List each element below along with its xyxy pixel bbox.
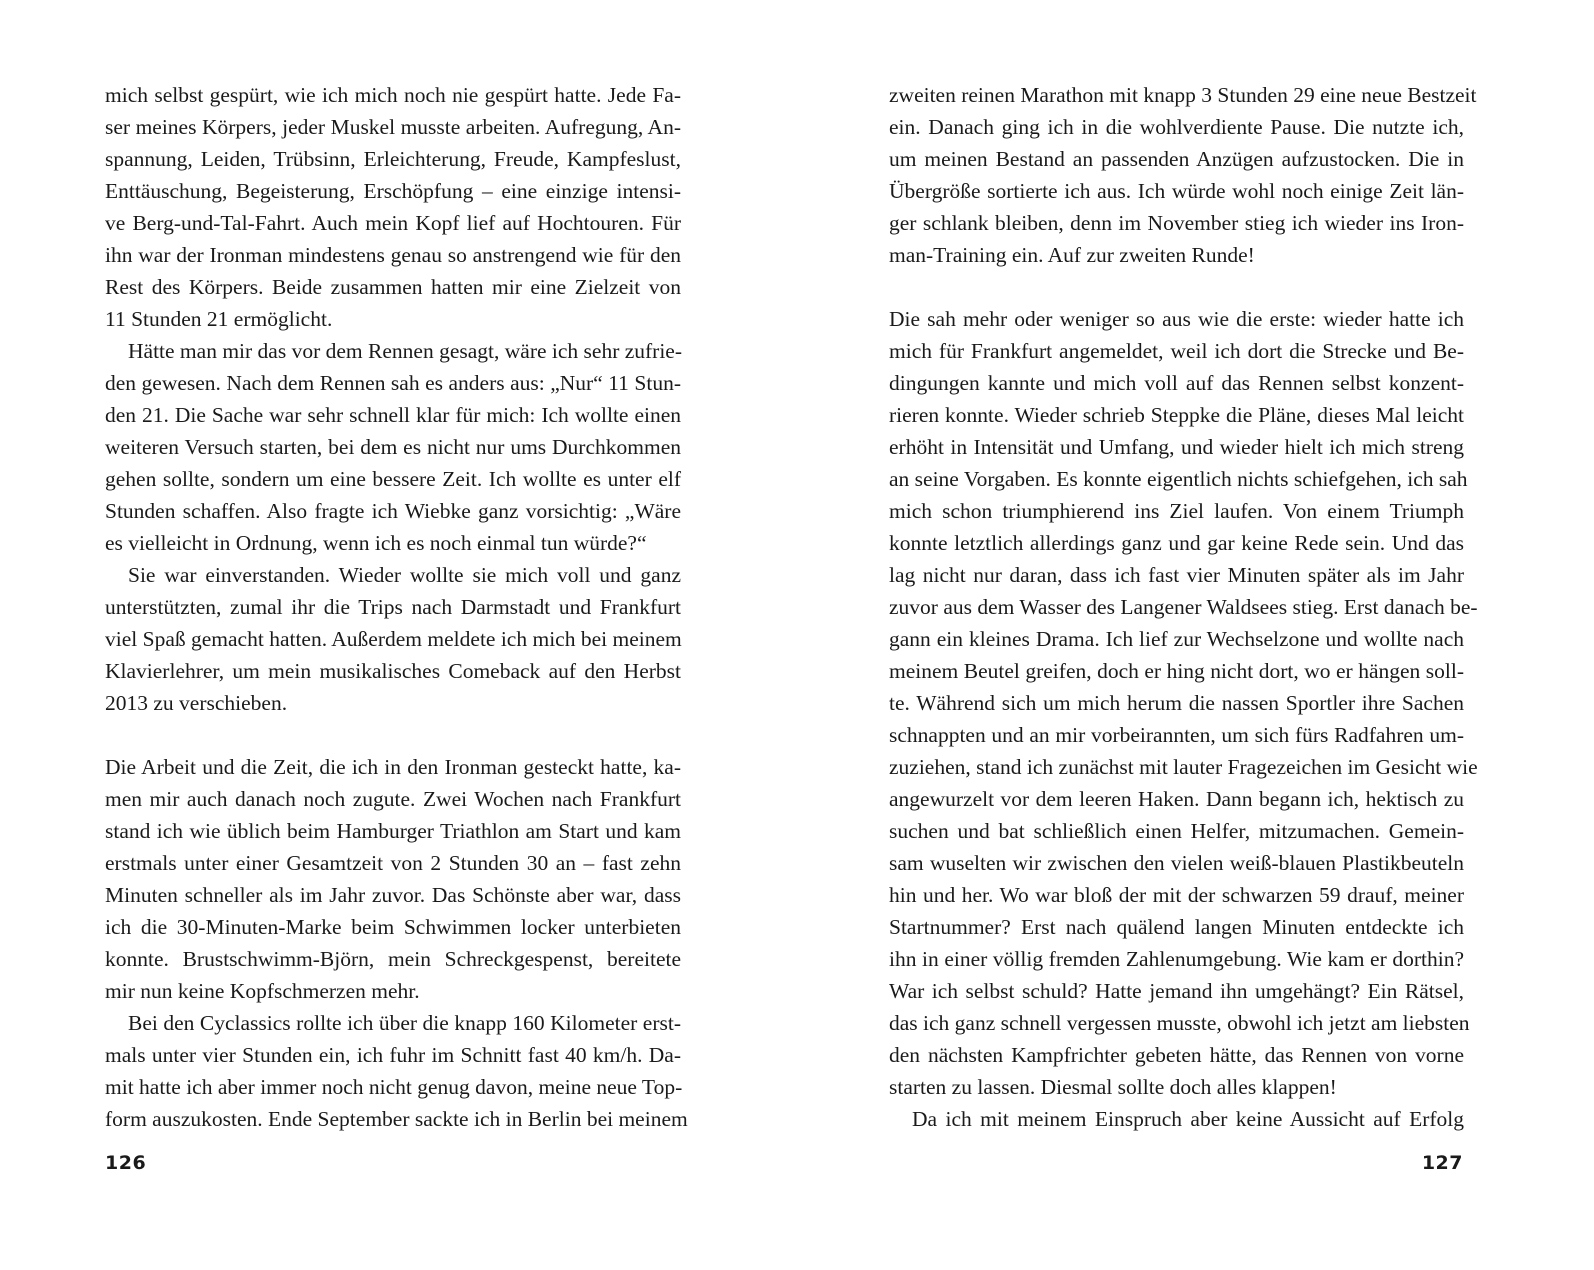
text-line: es vielleicht in Ordnung, wenn ich es noch einmal tun würde?“ [105,531,647,555]
text-line: erhöht in Intensität und Umfang, und wieder hielt ich mich streng [889,435,1464,459]
text-line: Übergröße sortierte ich aus. Ich würde wohl noch einige Zeit län- [889,179,1464,203]
text-line: suchen und bat schließlich einen Helfer, mitzumachen. Gemein- [889,819,1464,843]
text-line: ve Berg-und-Tal-Fahrt. Auch mein Kopf lief auf Hochtouren. Für [105,211,681,235]
text-line: um meinen Bestand an passenden Anzügen aufzustocken. Die in [889,147,1464,171]
text-line: zweiten reinen Marathon mit knapp 3 Stunden 29 eine neue Bestzeit [889,83,1477,107]
text-line: Stunden schaffen. Also fragte ich Wiebke ganz vorsichtig: „Wäre [105,499,681,523]
text-line: erstmals unter einer Gesamtzeit von 2 Stunden 30 an – fast zehn [105,851,681,875]
text-line: konnte letztlich allerdings ganz und gar keine Rede sein. Und das [889,531,1464,555]
text-line: ser meines Körpers, jeder Muskel musste arbeiten. Aufregung, An- [105,115,681,139]
text-line: lag nicht nur daran, dass ich fast vier Minuten später als im Jahr [889,563,1464,587]
text-line: Sie war einverstanden. Wieder wollte sie mich voll und ganz [128,563,681,587]
text-line: stand ich wie üblich beim Hamburger Triathlon am Start und kam [105,819,681,843]
text-line: an seine Vorgaben. Es konnte eigentlich nichts schiefgehen, ich sah [889,467,1468,491]
text-line: ich die 30-Minuten-Marke beim Schwimmen locker unterbieten [105,915,681,939]
text-line: schnappten und an mir vorbeirannten, um sich fürs Radfahren um- [889,723,1464,747]
text-line: den nächsten Kampfrichter gebeten hätte, das Rennen von vorne [889,1043,1464,1067]
text-line: mich schon triumphierend ins Ziel laufen. Von einem Triumph [889,499,1464,523]
text-line: 11 Stunden 21 ermöglicht. [105,307,333,331]
text-line: den 21. Die Sache war sehr schnell klar für mich: Ich wollte einen [105,403,681,427]
text-line: sam wuselten wir zwischen den vielen weiß-blauen Plastikbeuteln [889,851,1464,875]
left-page-number: 126 [105,1152,147,1174]
text-line: das ich ganz schnell vergessen musste, obwohl ich jetzt am liebsten [889,1011,1470,1035]
text-line: zuvor aus dem Wasser des Langener Waldsees stieg. Erst danach be- [889,595,1478,619]
text-line: Rest des Körpers. Beide zusammen hatten mir eine Zielzeit von [105,275,681,299]
text-line: Bei den Cyclassics rollte ich über die knapp 160 Kilometer erst- [128,1011,681,1035]
text-line: meinem Beutel greifen, doch er hing nicht dort, wo er hängen soll- [889,659,1464,683]
text-line: konnte. Brustschwimm-Björn, mein Schreckgespenst, bereitete [105,947,681,971]
text-line: 2013 zu verschieben. [105,691,288,715]
text-line: form auszukosten. Ende September sackte ich in Berlin bei meinem [105,1107,688,1131]
text-line: spannung, Leiden, Trübsinn, Erleichterung, Freude, Kampfeslust, [105,147,681,171]
text-line: Da ich mit meinem Einspruch aber keine Aussicht auf Erfolg [912,1107,1464,1131]
text-line: mals unter vier Stunden ein, ich fuhr im Schnitt fast 40 km/h. Da- [105,1043,681,1067]
text-line: Hätte man mir das vor dem Rennen gesagt, wäre ich sehr zufrie- [128,339,683,363]
text-line: Klavierlehrer, um mein musikalisches Comeback auf den Herbst [105,659,681,683]
text-line: weiteren Versuch starten, bei dem es nicht nur ums Durchkommen [105,435,681,459]
text-line: Die Arbeit und die Zeit, die ich in den Ironman gesteckt hatte, ka- [105,755,681,779]
text-line: zuziehen, stand ich zunächst mit lauter Fragezeichen im Gesicht wie [889,755,1478,779]
text-line: dingungen kannte und mich voll auf das Rennen selbst konzent- [889,371,1464,395]
text-line: mir nun keine Kopfschmerzen mehr. [105,979,420,1003]
right-page [797,0,1594,1270]
text-line: ihn in einer völlig fremden Zahlenumgebung. Wie kam er dorthin? [889,947,1464,971]
text-line: unterstützten, zumal ihr die Trips nach Darmstadt und Frankfurt [105,595,681,619]
text-line: ger schlank bleiben, denn im November stieg ich wieder ins Iron- [889,211,1464,235]
text-line: Startnummer? Erst nach quälend langen Minuten entdeckte ich [889,915,1464,939]
text-line: gann ein kleines Drama. Ich lief zur Wechselzone und wollte nach [889,627,1464,651]
text-line: Minuten schneller als im Jahr zuvor. Das Schönste aber war, dass [105,883,681,907]
text-line: War ich selbst schuld? Hatte jemand ihn umgehängt? Ein Rätsel, [889,979,1464,1003]
text-line: mich für Frankfurt angemeldet, weil ich dort die Strecke und Be- [889,339,1464,363]
text-line: angewurzelt vor dem leeren Haken. Dann begann ich, hektisch zu [889,787,1464,811]
text-line: ihn war der Ironman mindestens genau so anstrengend wie für den [105,243,681,267]
text-line: rieren konnte. Wieder schrieb Steppke die Pläne, dieses Mal leicht [889,403,1464,427]
text-line: te. Während sich um mich herum die nassen Sportler ihre Sachen [889,691,1464,715]
text-line: mich selbst gespürt, wie ich mich noch nie gespürt hatte. Jede Fa- [105,83,681,107]
text-line: Enttäuschung, Begeisterung, Erschöpfung – eine einzige intensi- [105,179,681,203]
text-line: Die sah mehr oder weniger so aus wie die erste: wieder hatte ich [889,307,1464,331]
text-line: men mir auch danach noch zugute. Zwei Wochen nach Frankfurt [105,787,681,811]
text-line: hin und her. Wo war bloß der mit der schwarzen 59 drauf, meiner [889,883,1464,907]
text-line: starten zu lassen. Diesmal sollte doch alles klappen! [889,1075,1337,1099]
text-line: den gewesen. Nach dem Rennen sah es anders aus: „Nur“ 11 Stun- [105,371,681,395]
text-line: gehen sollte, sondern um eine bessere Zeit. Ich wollte es unter elf [105,467,681,491]
right-page-number: 127 [1421,1152,1463,1174]
text-line: mit hatte ich aber immer noch nicht genug davon, meine neue Top- [105,1075,683,1099]
text-line: man-Training ein. Auf zur zweiten Runde! [889,243,1255,267]
text-line: viel Spaß gemacht hatten. Außerdem meldete ich mich bei meinem [105,627,682,651]
text-line: ein. Danach ging ich in die wohlverdiente Pause. Die nutzte ich, [889,115,1464,139]
